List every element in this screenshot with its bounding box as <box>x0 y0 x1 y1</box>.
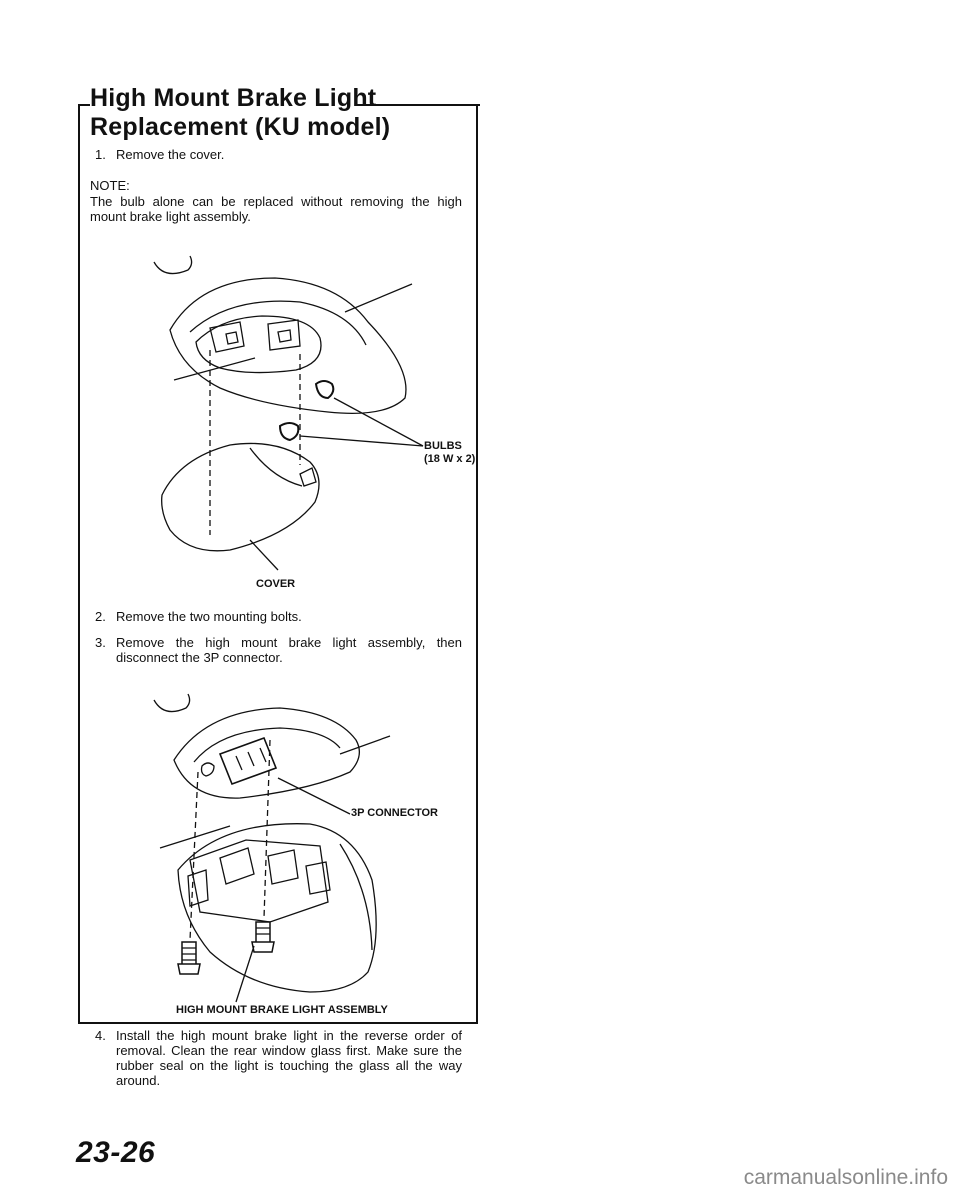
bulb-1 <box>316 381 333 398</box>
socket-left <box>220 848 254 884</box>
connector-pins <box>236 748 266 770</box>
watermark: carmanualsonline.info <box>743 1166 948 1189</box>
step-2-number: 2. <box>95 609 106 624</box>
cover-leader <box>250 540 278 570</box>
note-text: The bulb alone can be replaced without removing the high mount brake light assembly. <box>90 194 462 224</box>
lamp-assembly <box>196 316 321 373</box>
bulb-2 <box>280 423 298 440</box>
roof-hook <box>154 694 190 712</box>
bolt-guide-right <box>264 740 270 918</box>
connector-label: 3P CONNECTOR <box>351 807 439 819</box>
step-4-number: 4. <box>95 1028 106 1043</box>
bulbs-leader-2 <box>300 436 423 446</box>
step-1-text: Remove the cover. <box>116 147 225 162</box>
bolt-right-thread <box>256 928 270 934</box>
socket-right <box>268 850 298 884</box>
figure-cover-removal <box>150 250 480 585</box>
step-3-number: 3. <box>95 635 106 650</box>
roof-hook <box>154 256 192 274</box>
figure-assembly-removal <box>150 690 480 1010</box>
bolt-left <box>178 942 200 974</box>
assembly-leader <box>236 946 254 1002</box>
assembly-shell <box>178 824 376 992</box>
step-4-text: Install the high mount brake light in the reverse order of removal. Clean the rear window glass first. Make sure the rubber seal on the light is touching the glass all the way around. <box>116 1028 462 1088</box>
mount-boss-left <box>202 763 215 776</box>
step-1-number: 1. <box>95 147 106 162</box>
frame-top-tick <box>78 104 90 106</box>
step-3-text: Remove the high mount brake light assembly, then disconnect the 3P connector. <box>116 635 462 665</box>
title-line-2: Replacement (KU model) <box>90 113 391 141</box>
connector-leader <box>278 778 350 814</box>
cover-outline <box>162 443 319 550</box>
bulbs-leader-1 <box>334 398 423 446</box>
section-title <box>90 84 390 142</box>
reflector-detail <box>226 330 291 344</box>
assembly-lens <box>340 844 372 950</box>
bulbs-label: BULBS <box>424 440 462 452</box>
bolt-right <box>252 922 274 952</box>
roof-line <box>340 736 390 754</box>
housing-outline <box>170 278 406 413</box>
note-label: NOTE: <box>90 178 130 193</box>
step-2-text: Remove the two mounting bolts. <box>116 609 302 624</box>
cover-inner <box>250 448 302 486</box>
title-line-1: High Mount Brake Light <box>90 84 377 112</box>
page-number: 23-26 <box>76 1136 156 1169</box>
cover-label: COVER <box>256 578 296 590</box>
bolt-left-thread <box>182 948 196 960</box>
bulb-socket-right <box>268 320 300 350</box>
assembly-body <box>190 840 328 922</box>
bulbs-spec: (18 W x 2) <box>424 453 476 465</box>
connector-housing <box>220 738 276 784</box>
assembly-label: HIGH MOUNT BRAKE LIGHT ASSEMBLY <box>176 1004 388 1016</box>
cover-clip <box>300 468 316 486</box>
